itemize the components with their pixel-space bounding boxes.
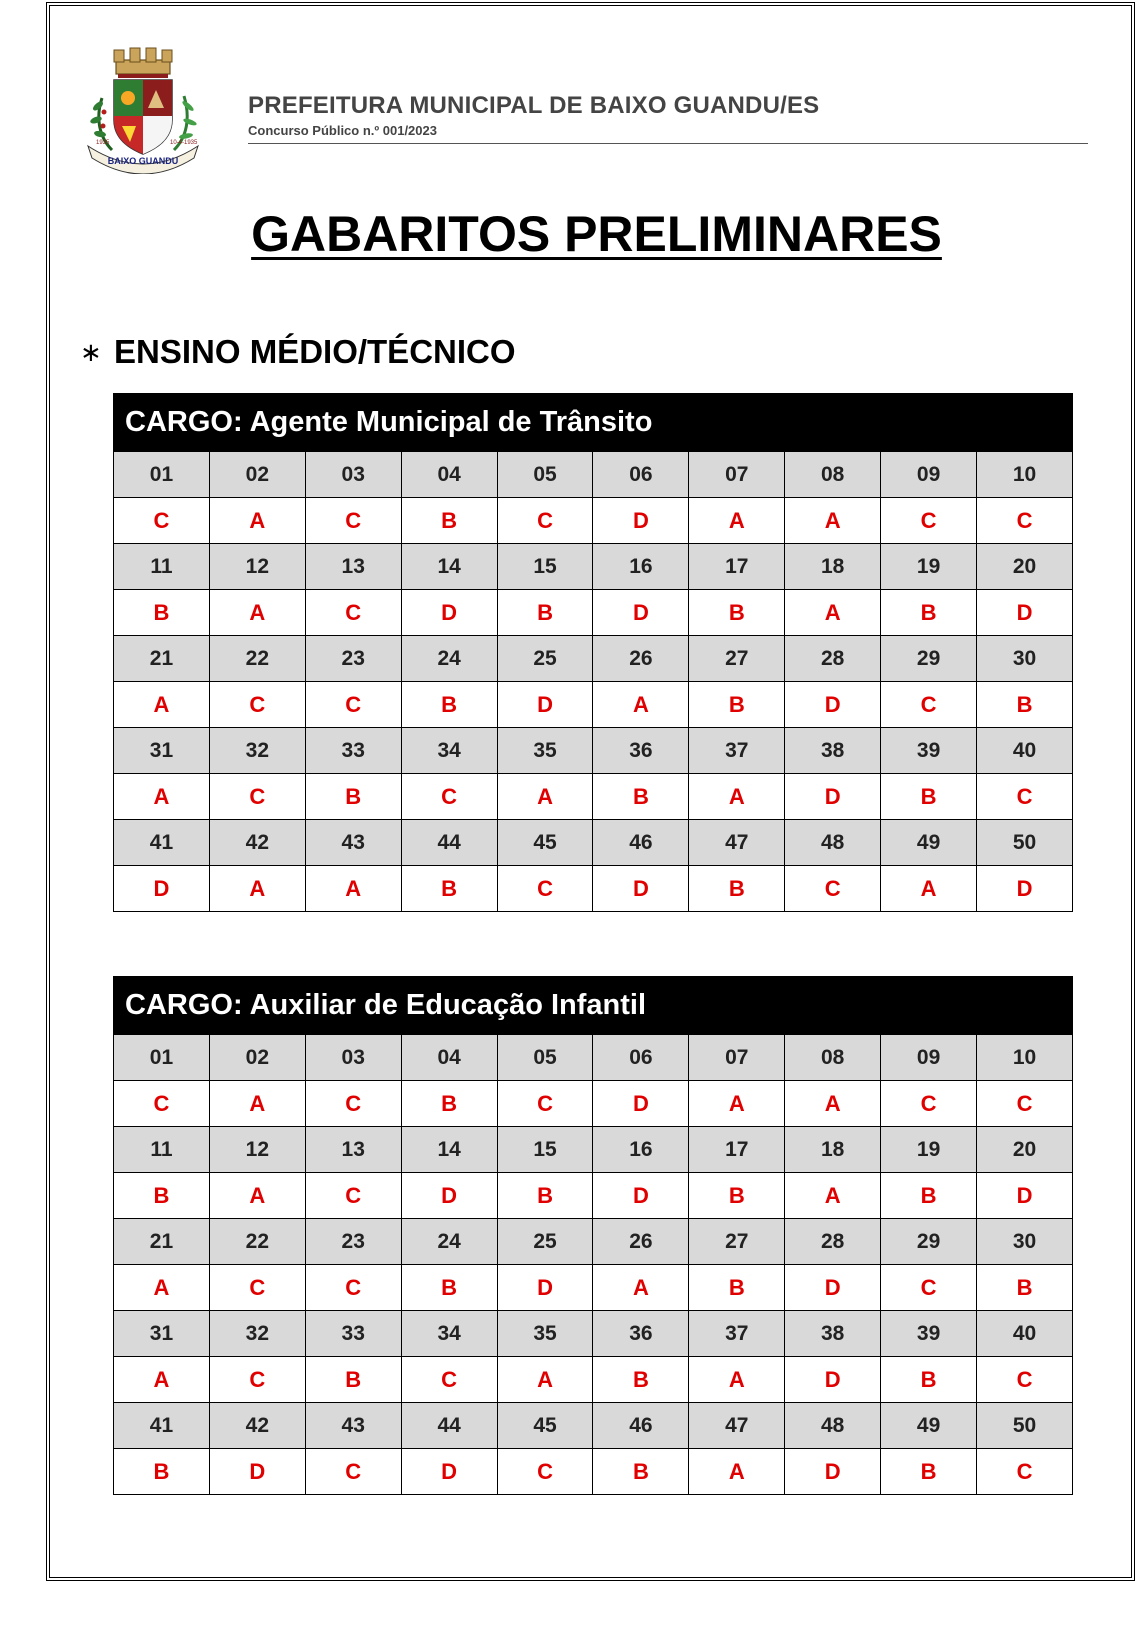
answer-letter: A [209, 866, 305, 912]
question-number: 23 [305, 636, 401, 682]
crest-ribbon-text: BAIXO GUANDU [107, 156, 179, 166]
question-number: 48 [785, 1403, 881, 1449]
question-number: 11 [114, 1127, 210, 1173]
question-number: 41 [114, 820, 210, 866]
answer-letter: A [114, 774, 210, 820]
question-number: 28 [785, 636, 881, 682]
question-number: 31 [114, 1311, 210, 1357]
answer-letter: B [401, 498, 497, 544]
answer-letter: D [593, 590, 689, 636]
question-number: 40 [977, 728, 1073, 774]
question-number: 34 [401, 728, 497, 774]
answer-letter: A [689, 1449, 785, 1495]
question-number: 36 [593, 728, 689, 774]
answer-letter: B [593, 1357, 689, 1403]
question-number: 02 [209, 1035, 305, 1081]
question-number: 25 [497, 1219, 593, 1265]
question-number: 49 [881, 820, 977, 866]
answer-letter: C [785, 866, 881, 912]
asterisk-bullet-icon: ∗ [80, 337, 102, 367]
question-number-row [114, 544, 1073, 590]
answer-letter: C [977, 774, 1073, 820]
section-label: ENSINO MÉDIO/TÉCNICO [114, 333, 516, 370]
crest-year-left: 1935 [96, 140, 110, 146]
question-number: 08 [785, 452, 881, 498]
question-number: 36 [593, 1311, 689, 1357]
answer-letter: D [593, 1173, 689, 1219]
question-number: 19 [881, 1127, 977, 1173]
question-number: 12 [209, 544, 305, 590]
answer-letter: A [114, 682, 210, 728]
answer-letter: D [785, 774, 881, 820]
answer-letter: C [881, 498, 977, 544]
answer-letter: B [114, 1173, 210, 1219]
answer-letter: C [881, 1265, 977, 1311]
question-number-row [114, 1311, 1073, 1357]
question-number: 32 [209, 728, 305, 774]
question-number: 26 [593, 1219, 689, 1265]
answer-letter: A [305, 866, 401, 912]
answer-letter: B [305, 774, 401, 820]
answer-letter: B [977, 1265, 1073, 1311]
answer-letter: A [593, 1265, 689, 1311]
answer-row [114, 1449, 1073, 1495]
question-number: 08 [785, 1035, 881, 1081]
answer-letter: B [401, 1265, 497, 1311]
answer-letter: C [305, 1265, 401, 1311]
question-number: 49 [881, 1403, 977, 1449]
answer-letter: C [977, 498, 1073, 544]
document-title: GABARITOS PRELIMINARES [251, 206, 942, 262]
answer-letter: A [497, 1357, 593, 1403]
question-number: 32 [209, 1311, 305, 1357]
answer-letter: B [593, 1449, 689, 1495]
answer-letter: C [305, 498, 401, 544]
answer-letter: A [785, 1081, 881, 1127]
question-number: 10 [977, 1035, 1073, 1081]
answer-letter: A [785, 590, 881, 636]
question-number: 25 [497, 636, 593, 682]
cargo-title: CARGO: Auxiliar de Educação Infantil [113, 976, 1073, 1034]
question-number: 15 [497, 1127, 593, 1173]
question-number: 06 [593, 452, 689, 498]
question-number: 29 [881, 636, 977, 682]
question-number: 42 [209, 820, 305, 866]
question-number: 38 [785, 728, 881, 774]
answer-letter: D [401, 590, 497, 636]
question-number: 40 [977, 1311, 1073, 1357]
question-number: 09 [881, 1035, 977, 1081]
answer-letter: C [209, 774, 305, 820]
answer-letter: A [209, 1173, 305, 1219]
question-number: 15 [497, 544, 593, 590]
answer-letter: D [785, 1449, 881, 1495]
answer-letter: C [977, 1081, 1073, 1127]
answer-letter: D [401, 1173, 497, 1219]
question-number: 24 [401, 1219, 497, 1265]
question-number: 16 [593, 1127, 689, 1173]
answer-letter: A [593, 682, 689, 728]
answer-letter: A [689, 774, 785, 820]
answer-letter: C [881, 682, 977, 728]
answer-letter: D [497, 682, 593, 728]
question-number: 12 [209, 1127, 305, 1173]
question-number: 22 [209, 1219, 305, 1265]
question-number: 38 [785, 1311, 881, 1357]
question-number: 11 [114, 544, 210, 590]
answer-letter: B [881, 1357, 977, 1403]
answer-letter: B [881, 1173, 977, 1219]
answer-row [114, 1081, 1073, 1127]
question-number: 16 [593, 544, 689, 590]
answer-letter: A [881, 866, 977, 912]
answer-letter: A [497, 774, 593, 820]
institution-title: PREFEITURA MUNICIPAL DE BAIXO GUANDU/ES [248, 92, 820, 119]
answer-letter: C [114, 1081, 210, 1127]
answer-letter: D [593, 1081, 689, 1127]
question-number: 01 [114, 1035, 210, 1081]
question-number-row [114, 452, 1073, 498]
question-number: 47 [689, 820, 785, 866]
question-number: 04 [401, 1035, 497, 1081]
question-number: 39 [881, 728, 977, 774]
question-number: 03 [305, 1035, 401, 1081]
answer-letter: B [881, 590, 977, 636]
answer-letter: A [785, 1173, 881, 1219]
answer-letter: C [497, 498, 593, 544]
answer-row [114, 1357, 1073, 1403]
answer-letter: B [689, 1173, 785, 1219]
answer-letter: B [401, 866, 497, 912]
question-number-row [114, 1403, 1073, 1449]
answer-letter: C [881, 1081, 977, 1127]
answer-grid [113, 451, 1073, 912]
answer-letter: B [114, 1449, 210, 1495]
question-number: 43 [305, 820, 401, 866]
question-number: 07 [689, 452, 785, 498]
question-number: 43 [305, 1403, 401, 1449]
question-number: 01 [114, 452, 210, 498]
question-number: 44 [401, 820, 497, 866]
answer-letter: A [209, 590, 305, 636]
question-number: 17 [689, 544, 785, 590]
question-number-row [114, 1035, 1073, 1081]
question-number: 50 [977, 1403, 1073, 1449]
answer-letter: A [114, 1357, 210, 1403]
answer-letter: B [689, 1265, 785, 1311]
question-number: 46 [593, 820, 689, 866]
answer-row [114, 498, 1073, 544]
question-number: 35 [497, 1311, 593, 1357]
question-number-row [114, 1219, 1073, 1265]
answer-letter: B [881, 1449, 977, 1495]
answer-letter: C [497, 1081, 593, 1127]
question-number: 44 [401, 1403, 497, 1449]
answer-row [114, 1173, 1073, 1219]
answer-letter: D [785, 1357, 881, 1403]
answer-letter: B [305, 1357, 401, 1403]
answer-row [114, 590, 1073, 636]
question-number: 05 [497, 452, 593, 498]
question-number: 33 [305, 1311, 401, 1357]
question-number: 13 [305, 1127, 401, 1173]
exam-subtitle: Concurso Público n.º 001/2023 [248, 123, 437, 138]
answer-letter: C [977, 1357, 1073, 1403]
question-number: 34 [401, 1311, 497, 1357]
answer-letter: C [305, 1173, 401, 1219]
answer-letter: C [305, 590, 401, 636]
answer-letter: D [977, 1173, 1073, 1219]
question-number: 23 [305, 1219, 401, 1265]
question-number: 50 [977, 820, 1073, 866]
answer-letter: C [401, 1357, 497, 1403]
answer-letter: C [209, 1357, 305, 1403]
question-number: 03 [305, 452, 401, 498]
answer-letter: D [209, 1449, 305, 1495]
question-number: 02 [209, 452, 305, 498]
answer-letter: C [497, 866, 593, 912]
cargo-answer-key [113, 976, 1073, 1495]
question-number: 21 [114, 1219, 210, 1265]
answer-letter: A [689, 498, 785, 544]
question-number: 14 [401, 1127, 497, 1173]
answer-letter: D [401, 1449, 497, 1495]
question-number: 39 [881, 1311, 977, 1357]
question-number: 45 [497, 820, 593, 866]
answer-letter: D [785, 682, 881, 728]
question-number: 42 [209, 1403, 305, 1449]
question-number: 45 [497, 1403, 593, 1449]
question-number: 05 [497, 1035, 593, 1081]
answer-letter: D [977, 866, 1073, 912]
answer-row [114, 682, 1073, 728]
question-number: 33 [305, 728, 401, 774]
question-number: 10 [977, 452, 1073, 498]
question-number-row [114, 636, 1073, 682]
question-number: 20 [977, 1127, 1073, 1173]
question-number: 18 [785, 544, 881, 590]
answer-letter: B [977, 682, 1073, 728]
question-number: 28 [785, 1219, 881, 1265]
question-number-row [114, 728, 1073, 774]
question-number: 30 [977, 1219, 1073, 1265]
question-number: 46 [593, 1403, 689, 1449]
answer-letter: D [114, 866, 210, 912]
question-number: 07 [689, 1035, 785, 1081]
cargo-answer-key [113, 393, 1073, 912]
answer-letter: C [977, 1449, 1073, 1495]
answer-letter: A [209, 1081, 305, 1127]
question-number: 29 [881, 1219, 977, 1265]
section-heading [80, 333, 516, 371]
cargo-title: CARGO: Agente Municipal de Trânsito [113, 393, 1073, 451]
question-number: 37 [689, 728, 785, 774]
answer-letter: D [977, 590, 1073, 636]
answer-letter: D [593, 866, 689, 912]
answer-letter: C [305, 682, 401, 728]
answer-row [114, 1265, 1073, 1311]
question-number: 41 [114, 1403, 210, 1449]
question-number: 47 [689, 1403, 785, 1449]
question-number: 30 [977, 636, 1073, 682]
question-number: 20 [977, 544, 1073, 590]
answer-letter: C [497, 1449, 593, 1495]
question-number: 35 [497, 728, 593, 774]
answer-letter: A [209, 498, 305, 544]
question-number: 14 [401, 544, 497, 590]
answer-letter: B [114, 590, 210, 636]
answer-letter: C [209, 682, 305, 728]
answer-letter: B [401, 682, 497, 728]
question-number: 48 [785, 820, 881, 866]
answer-letter: D [785, 1265, 881, 1311]
answer-letter: C [401, 774, 497, 820]
question-number: 21 [114, 636, 210, 682]
question-number: 18 [785, 1127, 881, 1173]
answer-letter: D [497, 1265, 593, 1311]
answer-letter: B [689, 590, 785, 636]
answer-letter: A [689, 1357, 785, 1403]
answer-letter: B [689, 866, 785, 912]
answer-grid [113, 1034, 1073, 1495]
question-number: 26 [593, 636, 689, 682]
question-number: 17 [689, 1127, 785, 1173]
answer-letter: B [497, 590, 593, 636]
answer-row [114, 866, 1073, 912]
answer-letter: C [305, 1449, 401, 1495]
question-number: 27 [689, 636, 785, 682]
question-number: 06 [593, 1035, 689, 1081]
question-number: 37 [689, 1311, 785, 1357]
question-number: 31 [114, 728, 210, 774]
answer-letter: B [593, 774, 689, 820]
crest-year-right: 10-4-1935 [170, 140, 198, 146]
answer-letter: D [593, 498, 689, 544]
municipal-crest-logo [78, 46, 208, 174]
answer-letter: A [689, 1081, 785, 1127]
question-number: 19 [881, 544, 977, 590]
answer-letter: A [785, 498, 881, 544]
question-number: 22 [209, 636, 305, 682]
answer-letter: C [114, 498, 210, 544]
answer-letter: B [497, 1173, 593, 1219]
question-number-row [114, 1127, 1073, 1173]
question-number: 13 [305, 544, 401, 590]
header-divider [248, 143, 1088, 144]
answer-letter: B [689, 682, 785, 728]
question-number-row [114, 820, 1073, 866]
question-number: 27 [689, 1219, 785, 1265]
question-number: 24 [401, 636, 497, 682]
answer-letter: B [881, 774, 977, 820]
answer-letter: A [114, 1265, 210, 1311]
answer-row [114, 774, 1073, 820]
answer-letter: C [305, 1081, 401, 1127]
answer-letter: C [209, 1265, 305, 1311]
answer-letter: B [401, 1081, 497, 1127]
question-number: 09 [881, 452, 977, 498]
question-number: 04 [401, 452, 497, 498]
